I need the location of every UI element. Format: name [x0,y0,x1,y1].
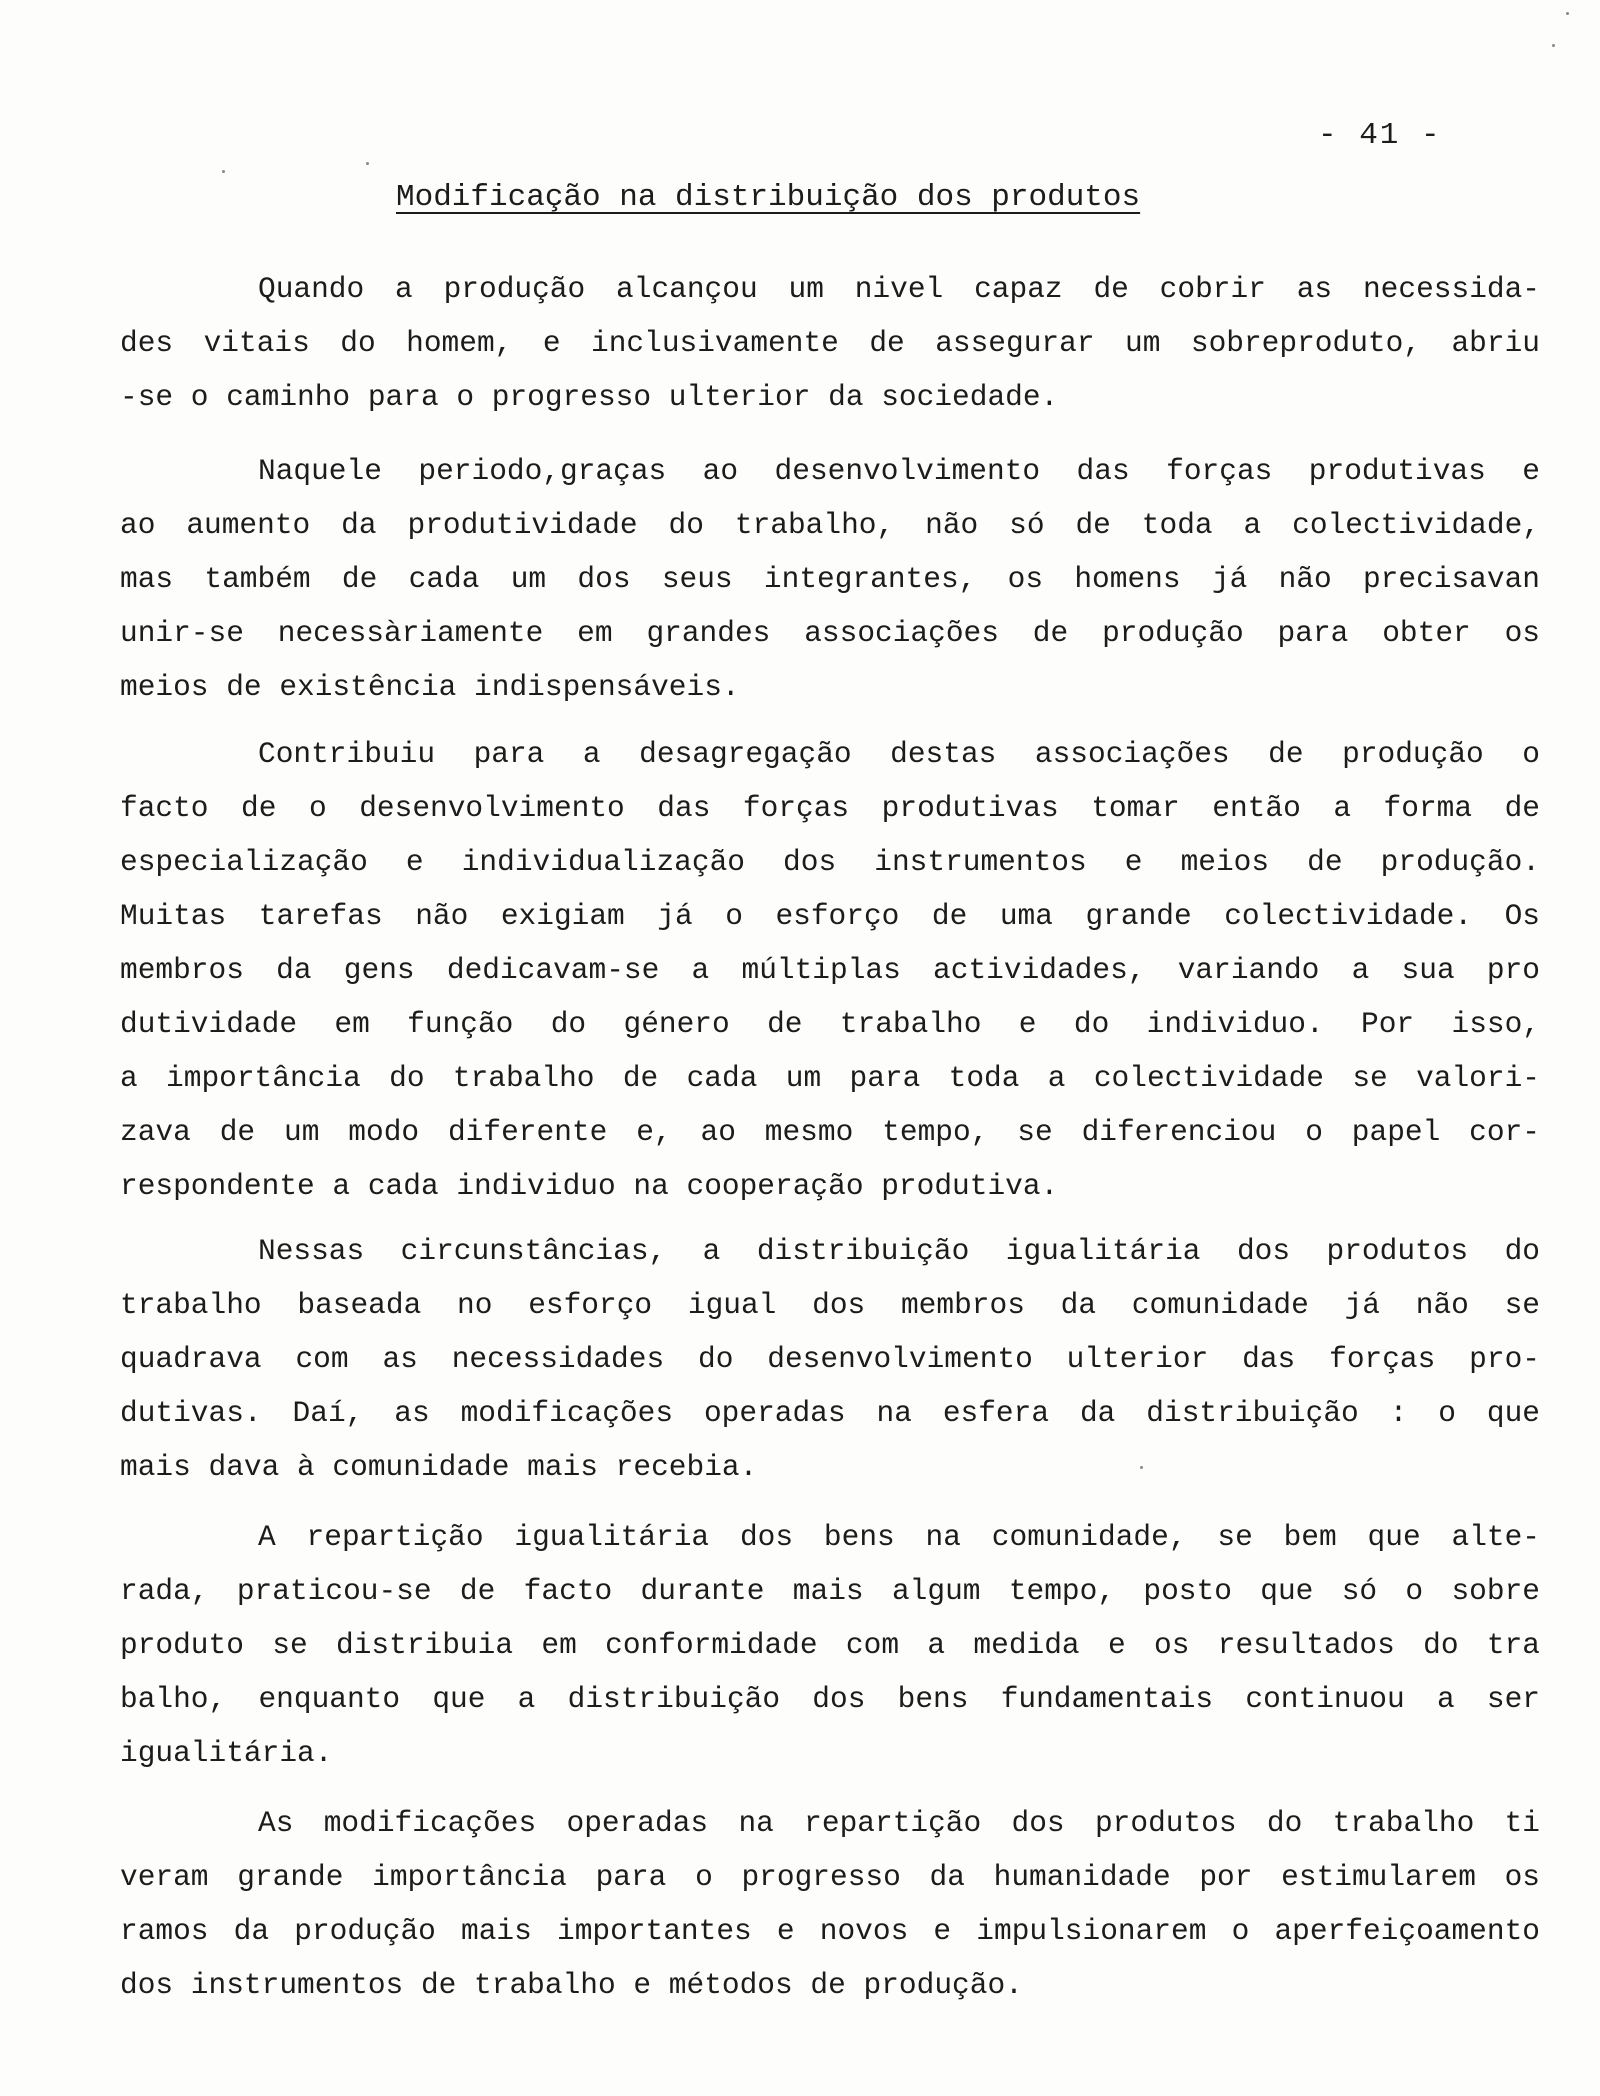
text-line: mas também de cada um dos seus integrantes, os homens já não precisavan [120,562,1540,596]
text-line: ao aumento da produtividade do trabalho, não só de toda a colectividade, [120,508,1540,542]
text-line: quadrava com as necessidades do desenvolvimento ulterior das forças pro- [120,1342,1540,1376]
scan-speck [1552,44,1555,47]
page-number: - 41 - [1318,118,1442,153]
text-line: des vitais do homem, e inclusivamente de assegurar um sobreproduto, abriu [120,326,1540,360]
text-line: veram grande importância para o progresso da humanidade por estimularem os [120,1860,1540,1894]
text-line: dos instrumentos de trabalho e métodos de produção. [120,1968,1023,2002]
text-line: rada, praticou-se de facto durante mais algum tempo, posto que só o sobre [120,1574,1540,1608]
text-line: dutivas. Daí, as modificações operadas na esfera da distribuição : o que [120,1396,1540,1430]
text-line: facto de o desenvolvimento das forças produtivas tomar então a forma de [120,791,1540,825]
text-line: mais dava à comunidade mais recebia. [120,1450,758,1484]
text-line: Quando a produção alcançou um nivel capaz de cobrir as necessida- [258,272,1540,306]
text-line: Contribuiu para a desagregação destas associações de produção o [258,737,1540,771]
text-line: As modificações operadas na repartição dos produtos do trabalho ti [258,1806,1540,1840]
scan-speck [222,170,225,173]
text-line: respondente a cada individuo na cooperação produtiva. [120,1169,1059,1203]
text-line: dutividade em função do género de trabalho e do individuo. Por isso, [120,1007,1540,1041]
text-line: A repartição igualitária dos bens na comunidade, se bem que alte- [258,1520,1540,1554]
text-line: Naquele periodo,graças ao desenvolvimento das forças produtivas e [258,454,1540,488]
text-line: produto se distribuia em conformidade com a medida e os resultados do tra [120,1628,1540,1662]
text-line: a importância do trabalho de cada um para toda a colectividade se valori- [120,1061,1540,1095]
scan-speck [1140,1466,1143,1469]
section-title: Modificação na distribuição dos produtos [396,180,1141,215]
text-line: unir-se necessàriamente em grandes associações de produção para obter os [120,616,1540,650]
text-line: especialização e individualização dos instrumentos e meios de produção. [120,845,1540,879]
scan-speck [366,162,369,165]
text-line: trabalho baseada no esforço igual dos membros da comunidade já não se [120,1288,1540,1322]
text-line: Nessas circunstâncias, a distribuição igualitária dos produtos do [258,1234,1540,1268]
text-line: membros da gens dedicavam-se a múltiplas actividades, variando a sua pro [120,953,1540,987]
text-line: Muitas tarefas não exigiam já o esforço de uma grande colectividade. Os [120,899,1540,933]
text-line: ramos da produção mais importantes e novos e impulsionarem o aperfeiçoamento [120,1914,1540,1948]
text-line: -se o caminho para o progresso ulterior da sociedade. [120,380,1059,414]
text-line: igualitária. [120,1736,333,1770]
scan-speck [1566,12,1569,15]
text-line: zava de um modo diferente e, ao mesmo tempo, se diferenciou o papel cor- [120,1115,1540,1149]
text-line: meios de existência indispensáveis. [120,670,740,704]
text-line: balho, enquanto que a distribuição dos bens fundamentais continuou a ser [120,1682,1540,1716]
